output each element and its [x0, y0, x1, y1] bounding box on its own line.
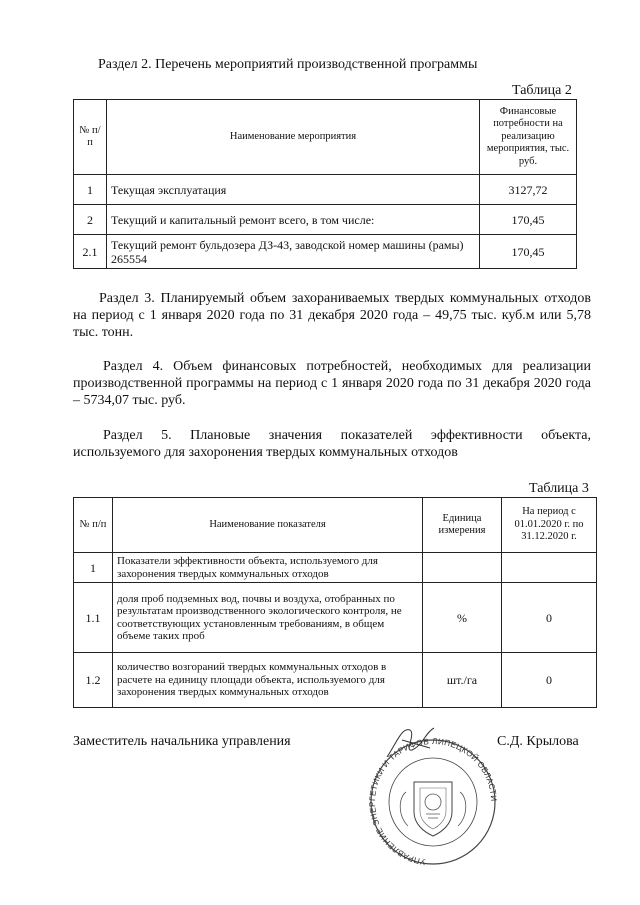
- table3-label: Таблица 3: [529, 481, 589, 496]
- table-3: [73, 497, 597, 708]
- signature-position: Заместитель начальника управления: [73, 734, 291, 749]
- section4-text: Раздел 4. Объем финансовых потребностей, необходимых для реализации производственной программы на период с 1 января 2020 года по 31 декабря 2020 года – 5734,07 тыс. руб.: [73, 359, 591, 408]
- row-name: доля проб подземных вод, почвы и воздуха, отобранных по результатам производственного экологического контроля, не соответствующих установленным требованиям, в общем объеме таких проб: [113, 583, 423, 653]
- table-row: [74, 235, 577, 269]
- row-name: Текущий ремонт бульдозера ДЗ-43, заводской номер машины (рамы) 265554: [107, 235, 480, 269]
- table-row: [74, 653, 597, 708]
- table-row: [74, 175, 577, 205]
- row-num: 1.2: [74, 653, 113, 708]
- row-value: [502, 553, 597, 583]
- row-name: Текущий и капитальный ремонт всего, в том числе:: [107, 205, 480, 235]
- row-unit: [423, 553, 502, 583]
- header-num: № п/п: [74, 100, 107, 175]
- header-name: Наименование мероприятия: [107, 100, 480, 175]
- row-value: 0: [502, 583, 597, 653]
- table2-label: Таблица 2: [512, 83, 572, 98]
- table-header-row: [74, 498, 597, 553]
- section2-title: Раздел 2. Перечень мероприятий производственной программы: [98, 57, 478, 72]
- table-row: [74, 205, 577, 235]
- table-row: [74, 553, 597, 583]
- header-unit: Единица измерения: [423, 498, 502, 553]
- official-stamp-icon: [368, 732, 498, 870]
- row-value: 3127,72: [480, 175, 577, 205]
- section5-title: Раздел 5. Плановые значения показателей эффективности объекта, используемого для захоронения твердых коммунальных отходов: [73, 428, 591, 460]
- header-period: На период с 01.01.2020 г. по 31.12.2020 г.: [502, 498, 597, 553]
- row-num: 1: [74, 175, 107, 205]
- table-row: [74, 583, 597, 653]
- header-finance: Финансовые потребности на реализацию мероприятия, тыс. руб.: [480, 100, 577, 175]
- row-unit: %: [423, 583, 502, 653]
- header-num: № п/п: [74, 498, 113, 553]
- signature-name: С.Д. Крылова: [497, 734, 579, 749]
- header-name: Наименование показателя: [113, 498, 423, 553]
- table-2: [73, 99, 577, 269]
- row-name: Показатели эффективности объекта, используемого для захоронения твердых коммунальных отходов: [113, 553, 423, 583]
- row-unit: шт./га: [423, 653, 502, 708]
- row-value: 170,45: [480, 235, 577, 269]
- table-header-row: [74, 100, 577, 175]
- row-name: количество возгораний твердых коммунальных отходов в расчете на единицу площади объекта, используемого для захоронения твердых коммунальных отходов: [113, 653, 423, 708]
- row-num: 2: [74, 205, 107, 235]
- svg-text:УПРАВЛЕНИЕ ЭНЕРГЕТИКИ И ТАРИФО: [368, 737, 498, 867]
- section3-text: Раздел 3. Планируемый объем захораниваемых твердых коммунальных отходов на период с 1 января 2020 года по 31 декабря 2020 года – 49,75 тыс. куб.м или 5,78 тыс. тонн.: [73, 291, 591, 340]
- row-num: 1: [74, 553, 113, 583]
- row-value: 170,45: [480, 205, 577, 235]
- row-value: 0: [502, 653, 597, 708]
- row-num: 2.1: [74, 235, 107, 269]
- row-num: 1.1: [74, 583, 113, 653]
- row-name: Текущая эксплуатация: [107, 175, 480, 205]
- stamp-text: УПРАВЛЕНИЕ ЭНЕРГЕТИКИ И ТАРИФОВ ЛИПЕЦКОЙ ОБЛАСТИ: [368, 736, 498, 867]
